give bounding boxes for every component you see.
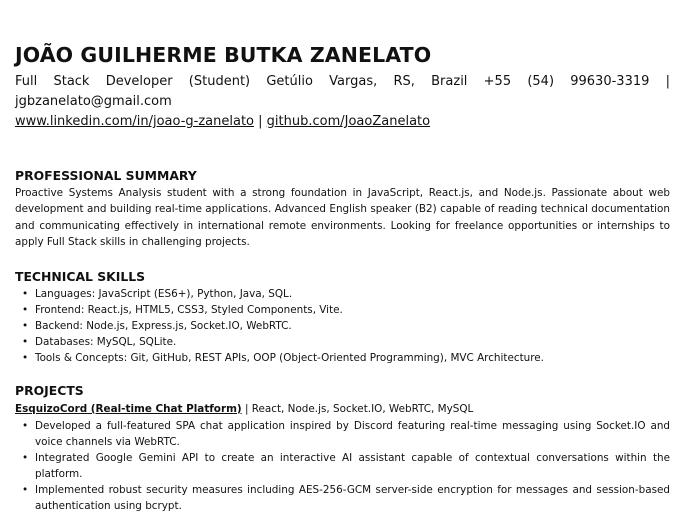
project-bullet: • Integrated Google Gemini API to create an interactive AI assistant capable of contextual conversations within the platform. bbox=[22, 451, 670, 480]
skill-item: • Tools & Concepts: Git, GitHub, REST APIs, OOP (Object-Oriented Programming), MVC Architecture. bbox=[22, 351, 544, 364]
skill-item: • Languages: JavaScript (ES6+), Python, Java, SQL. bbox=[22, 287, 293, 300]
skill-item: • Backend: Node.js, Express.js, Socket.IO, WebRTC. bbox=[22, 319, 292, 332]
bullet-icon: • bbox=[22, 303, 29, 316]
summary-section bbox=[15, 168, 670, 251]
bullet-icon: • bbox=[22, 287, 29, 300]
summary-text: Proactive Systems Analysis student with a strong foundation in JavaScript, React.js, and Node.js. Passionate about web development and building real-time applications. Advanced English speaker (B2) capable of reading technical documentation and communicating effectively in international remote environments. Looking for freelance opportunities or internships to apply Full Stack skills in challenging projects. bbox=[15, 187, 670, 249]
linkedin-link[interactable]: www.linkedin.com/in/joao-g-zanelato bbox=[15, 114, 254, 129]
project-stack: | React, Node.js, Socket.IO, WebRTC, MySQL bbox=[241, 402, 474, 415]
project-title bbox=[15, 401, 670, 417]
contact-line: Full Stack Developer (Student) Getúlio Vargas, RS, Brazil +55 (54) 99630-3319 | jgbzanelato@gmail.com bbox=[15, 74, 670, 109]
bullet-icon: • bbox=[22, 483, 29, 496]
project-bullets bbox=[15, 418, 670, 514]
skills-list bbox=[15, 286, 670, 366]
link-separator: | bbox=[258, 114, 263, 129]
projects-heading: PROJECTS bbox=[15, 382, 84, 398]
project-bullet: • Developed a full-featured SPA chat application inspired by Discord featuring real-time messaging using Socket.IO and voice channels via WebRTC. bbox=[22, 419, 670, 448]
project-bullet: • Implemented robust security measures including AES-256-GCM server-side encryption for messages and session-based authentication using bcrypt. bbox=[22, 483, 670, 512]
project-name: EsquizoCord (Real-time Chat Platform) bbox=[15, 402, 242, 415]
skill-item: • Frontend: React.js, HTML5, CSS3, Styled Components, Vite. bbox=[22, 303, 343, 316]
bullet-icon: • bbox=[22, 419, 29, 432]
profile-links bbox=[15, 112, 670, 132]
skills-section bbox=[15, 269, 670, 366]
bullet-icon: • bbox=[22, 451, 29, 464]
candidate-name: JOÃO GUILHERME BUTKA ZANELATO bbox=[15, 43, 432, 67]
projects-section bbox=[15, 383, 670, 514]
bullet-icon: • bbox=[22, 335, 29, 348]
github-link[interactable]: github.com/JoaoZanelato bbox=[266, 114, 431, 129]
summary-heading: PROFESSIONAL SUMMARY bbox=[15, 168, 197, 183]
skills-heading: TECHNICAL SKILLS bbox=[15, 268, 146, 284]
bullet-icon: • bbox=[22, 351, 29, 364]
bullet-icon: • bbox=[22, 319, 29, 332]
skill-item: • Databases: MySQL, SQLite. bbox=[22, 335, 177, 348]
